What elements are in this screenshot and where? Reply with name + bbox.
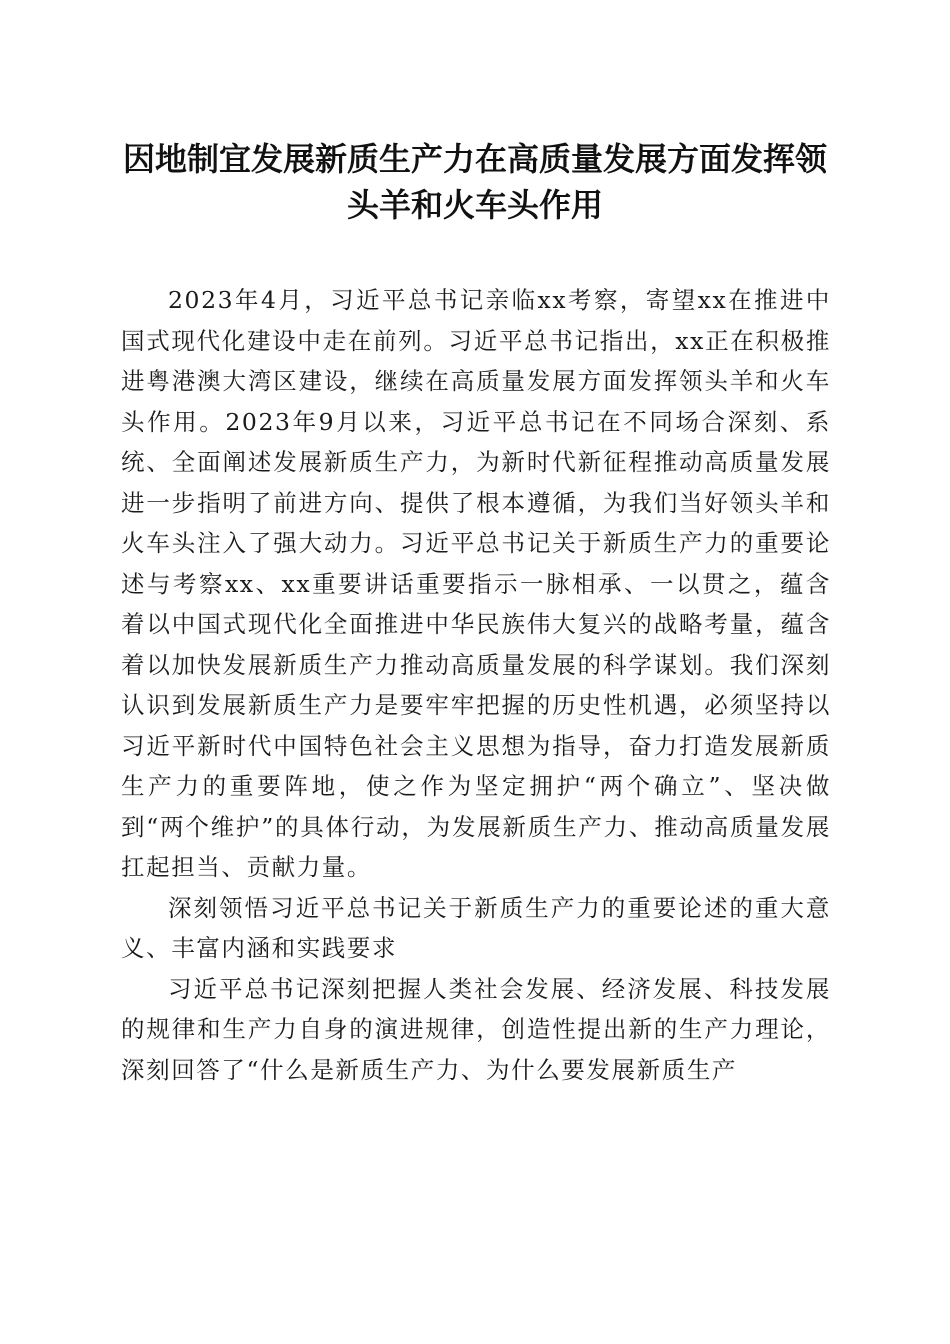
document-title: 因地制宜发展新质生产力在高质量发展方面发挥领头羊和火车头作用 <box>122 140 827 224</box>
paragraph-intro: 2023年4月，习近平总书记亲临xx考察，寄望xx在推进中国式现代化建设中走在前列。习近平总书记指出，xx正在积极推进粤港澳大湾区建设，继续在高质量发展方面发挥领头羊和火车头作用。2023年9月以来，习近平总书记在不同场合深刻、系统、全面阐述发展新质生产力，为新时代新征程推动高质量发展进一步指明了前进方向、提供了根本遵循，为我们当好领头羊和火车头注入了强大动力。习近平总书记关于新质生产力的重要论述与考察xx、xx重要讲话重要指示一脉相承、一以贯之，蕴含着以中国式现代化全面推进中华民族伟大复兴的战略考量，蕴含着以加快发展新质生产力推动高质量发展的科学谋划。我们深刻认识到发展新质生产力是要牢牢把握的历史性机遇，必须坚持以习近平新时代中国特色社会主义思想为指导，奋力打造发展新质生产力的重要阵地，使之作为坚定拥护“两个确立”、坚决做到“两个维护”的具体行动，为发展新质生产力、推动高质量发展扛起担当、贡献力量。 <box>121 286 831 881</box>
section-heading: 深刻领悟习近平总书记关于新质生产力的重要论述的重大意义、丰富内涵和实践要求 <box>121 893 831 962</box>
document-body <box>121 280 831 1090</box>
paragraph-body: 习近平总书记深刻把握人类社会发展、经济发展、科技发展的规律和生产力自身的演进规律，创造性提出新的生产力理论，深刻回答了“什么是新质生产力、为什么要发展新质生产 <box>121 974 831 1084</box>
